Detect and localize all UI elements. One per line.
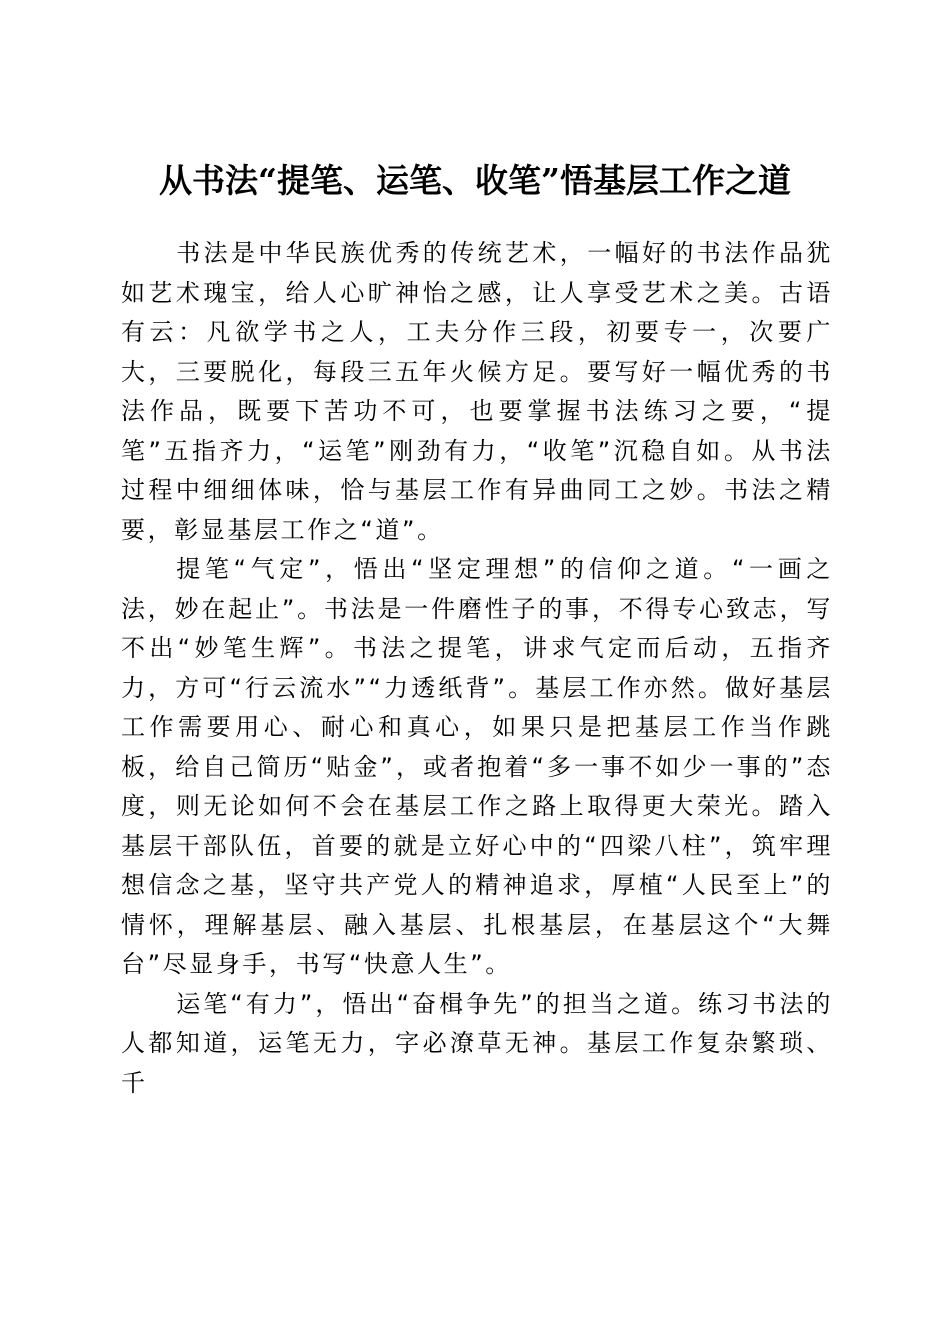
paragraph-2: 提笔“气定”，悟出“坚定理想”的信仰之道。“一画之法，妙在起止”。书法是一件磨性子的事，不得专心致志，写不出“妙笔生辉”。书法之提笔，讲求气定而后动，五指齐力，方可“行云流水”“力透纸背”。基层工作亦然。做好基层工作需要用心、耐心和真心，如果只是把基层工作当作跳板，给自己简历“贴金”，或者抱着“多一事不如少一事的”态度，则无论如何不会在基层工作之路上取得更大荣光。踏入基层干部队伍，首要的就是立好心中的“四梁八柱”，筑牢理想信念之基，坚守共产党人的精神追求，厚植“人民至上”的情怀，理解基层、融入基层、扎根基层，在基层这个“大舞台”尽显身手，书写“快意人生”。 [121,555,833,978]
document-title: 从书法“提笔、运笔、收笔”悟基层工作之道 [159,161,791,201]
paragraph-3: 运笔“有力”，悟出“奋楫争先”的担当之道。练习书法的人都知道，运笔无力，字必潦草无神。基层工作复杂繁琐、千 [121,989,833,1097]
document-body [121,234,833,1103]
paragraph-1: 书法是中华民族优秀的传统艺术，一幅好的书法作品犹如艺术瑰宝，给人心旷神怡之感，让人享受艺术之美。古语有云：凡欲学书之人，工夫分作三段，初要专一，次要广大，三要脱化，每段三五年火候方足。要写好一幅优秀的书法作品，既要下苦功不可，也要掌握书法练习之要，“提笔”五指齐力，“运笔”刚劲有力，“收笔”沉稳自如。从书法过程中细细体味，恰与基层工作有异曲同工之妙。书法之精要，彰显基层工作之“道”。 [121,239,833,544]
